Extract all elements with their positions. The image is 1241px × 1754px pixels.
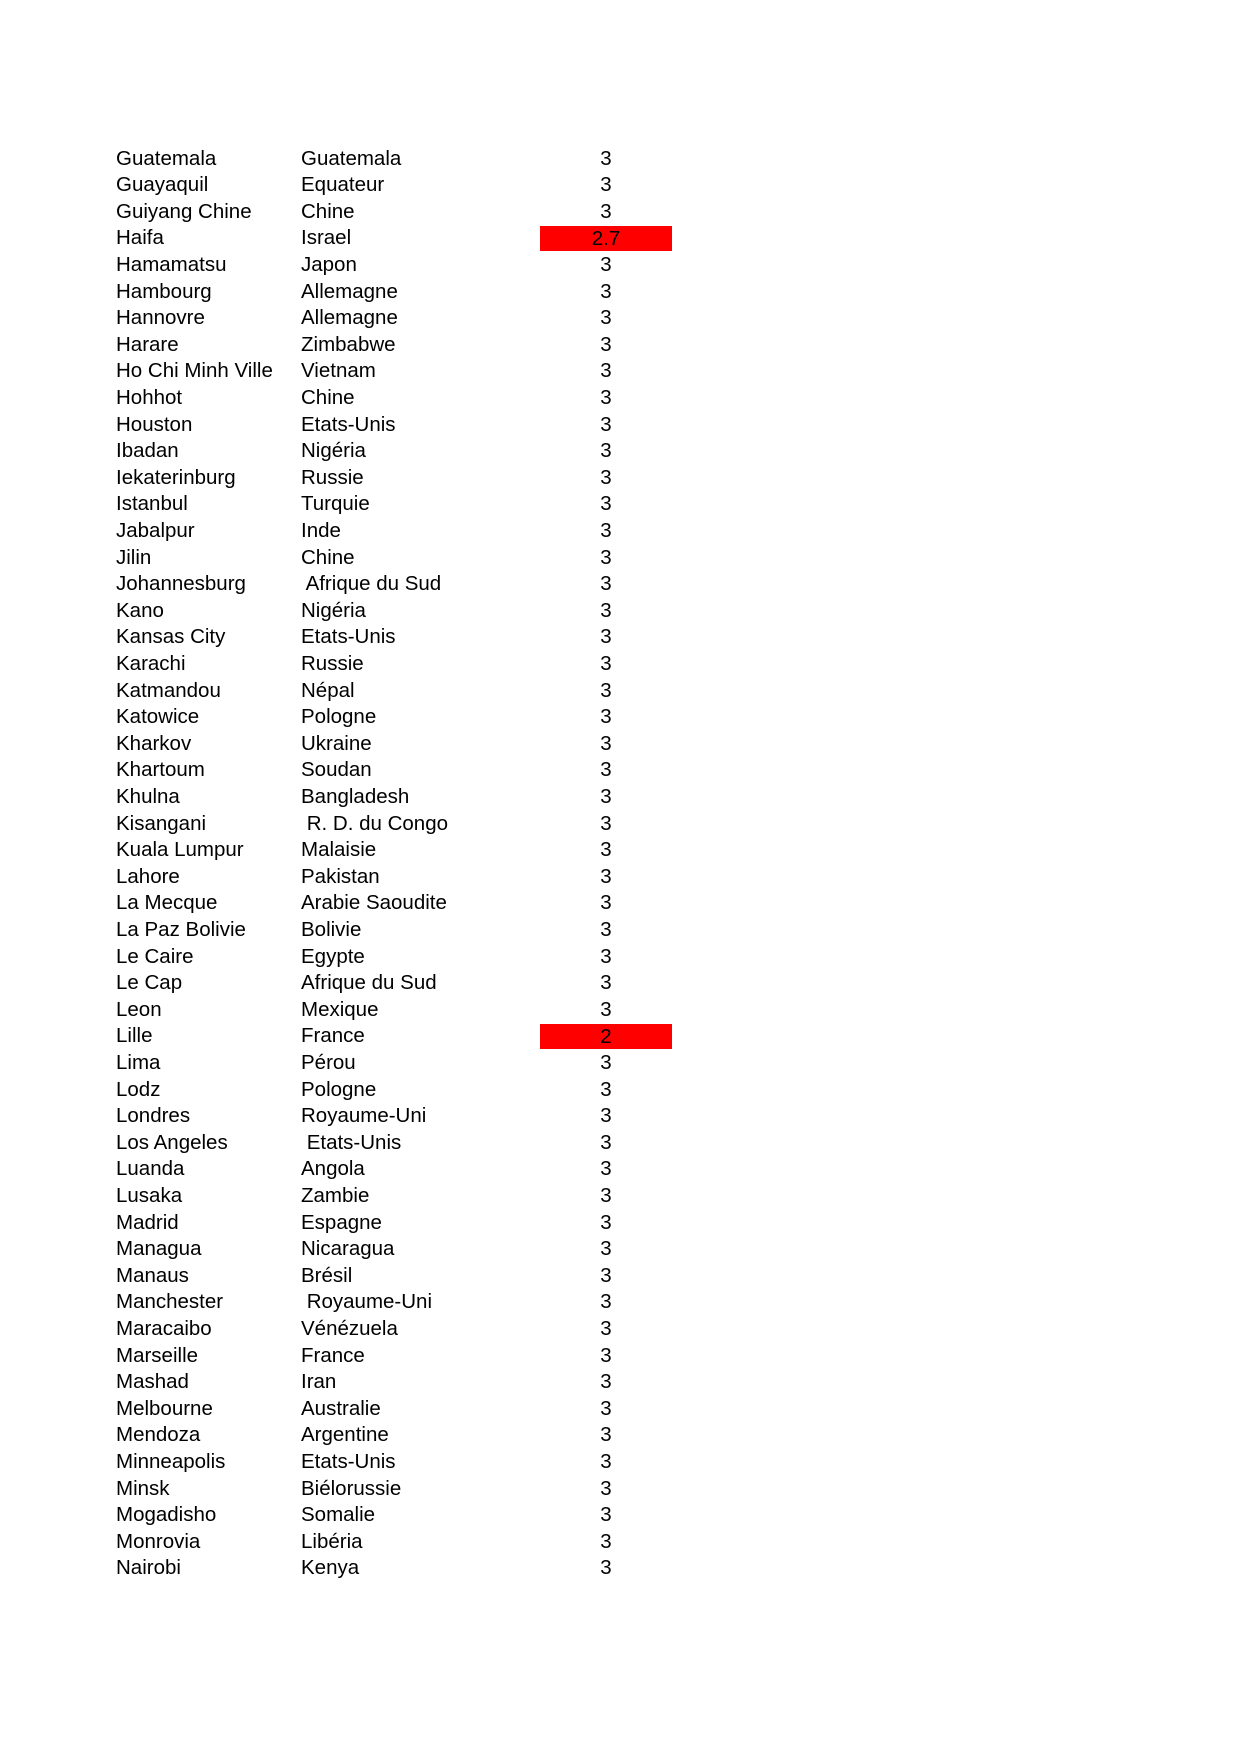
table-row — [0, 1502, 1241, 1529]
city-cell: La Paz Bolivie — [116, 917, 246, 941]
city-cell: Istanbul — [116, 492, 188, 516]
value-cell: 3 — [600, 465, 612, 489]
value-cell: 3 — [600, 625, 612, 649]
country-cell: Argentine — [301, 1423, 389, 1447]
value-cell: 3 — [600, 731, 612, 755]
table-row — [0, 997, 1241, 1024]
city-cell: Hohhot — [116, 385, 183, 409]
country-cell: Zimbabwe — [301, 332, 396, 356]
country-cell: Iran — [301, 1370, 337, 1394]
city-cell: Lusaka — [116, 1183, 183, 1207]
value-cell: 3 — [600, 1210, 612, 1234]
country-cell: Etats-Unis — [301, 1130, 402, 1154]
value-cell: 3 — [600, 492, 612, 516]
country-cell: Mexique — [301, 997, 379, 1021]
value-cell: 3 — [600, 545, 612, 569]
city-cell: Londres — [116, 1104, 191, 1128]
table-row — [0, 624, 1241, 651]
table-row — [0, 1555, 1241, 1582]
value-cell: 3 — [600, 838, 612, 862]
country-cell: Nicaragua — [301, 1237, 395, 1261]
table-row — [0, 1529, 1241, 1556]
city-cell: Maracaibo — [116, 1316, 212, 1340]
table-row — [0, 970, 1241, 997]
country-cell: Inde — [301, 518, 341, 542]
country-cell: Allemagne — [301, 306, 398, 330]
table-row — [0, 1476, 1241, 1503]
table-row — [0, 225, 1241, 252]
country-cell: Nigéria — [301, 598, 366, 622]
country-cell: Pérou — [301, 1050, 356, 1074]
city-cell: Lima — [116, 1050, 161, 1074]
country-cell: Guatemala — [301, 146, 402, 170]
city-cell: Ibadan — [116, 439, 179, 463]
country-cell: Arabie Saoudite — [301, 891, 447, 915]
highlighted-value-cell: 2.7 — [540, 226, 672, 251]
city-cell: Melbourne — [116, 1396, 213, 1420]
city-cell: Katmandou — [116, 678, 221, 702]
table-row — [0, 465, 1241, 492]
country-cell: Brésil — [301, 1263, 353, 1287]
value-cell: 3 — [600, 1130, 612, 1154]
value-cell: 3 — [600, 864, 612, 888]
value-cell: 3 — [600, 146, 612, 170]
city-cell: Luanda — [116, 1157, 185, 1181]
city-cell: Hannovre — [116, 306, 205, 330]
value-cell: 3 — [600, 1237, 612, 1261]
table-row — [0, 1263, 1241, 1290]
country-cell: Malaisie — [301, 838, 377, 862]
country-cell: Russie — [301, 465, 364, 489]
table-row — [0, 412, 1241, 439]
country-cell: Pakistan — [301, 864, 380, 888]
country-cell: Chine — [301, 385, 355, 409]
city-cell: Madrid — [116, 1210, 179, 1234]
table-row — [0, 1050, 1241, 1077]
country-cell: Israel — [301, 226, 352, 250]
city-cell: Monrovia — [116, 1529, 201, 1553]
country-cell: Turquie — [301, 492, 370, 516]
city-cell: Le Caire — [116, 944, 194, 968]
value-cell: 3 — [600, 1556, 612, 1580]
value-cell: 3 — [600, 1183, 612, 1207]
city-cell: Mashad — [116, 1370, 189, 1394]
value-cell: 3 — [600, 1449, 612, 1473]
country-cell: Royaume-Uni — [301, 1104, 427, 1128]
value-cell: 3 — [600, 1290, 612, 1314]
table-row — [0, 1449, 1241, 1476]
country-cell: Equateur — [301, 173, 385, 197]
table-row — [0, 784, 1241, 811]
country-cell: Chine — [301, 545, 355, 569]
country-cell: France — [301, 1343, 365, 1367]
value-cell: 3 — [600, 1370, 612, 1394]
value-cell: 3 — [600, 891, 612, 915]
value-cell: 3 — [600, 1503, 612, 1527]
country-cell: Angola — [301, 1157, 365, 1181]
value-cell: 3 — [600, 678, 612, 702]
city-cell: Ho Chi Minh Ville — [116, 359, 273, 383]
table-row — [0, 731, 1241, 758]
value-cell: 3 — [600, 1316, 612, 1340]
table-row — [0, 491, 1241, 518]
city-cell: Managua — [116, 1237, 202, 1261]
city-cell: Nairobi — [116, 1556, 181, 1580]
value-cell: 3 — [600, 971, 612, 995]
table-row — [0, 305, 1241, 332]
table-row — [0, 1130, 1241, 1157]
city-cell: Los Angeles — [116, 1130, 228, 1154]
table-row — [0, 1156, 1241, 1183]
country-cell: Etats-Unis — [301, 625, 396, 649]
city-cell: Kharkov — [116, 731, 192, 755]
value-cell: 3 — [600, 1476, 612, 1500]
value-cell: 3 — [600, 758, 612, 782]
table-row — [0, 518, 1241, 545]
value-cell: 3 — [600, 439, 612, 463]
value-cell: 3 — [600, 944, 612, 968]
value-cell: 3 — [600, 1263, 612, 1287]
country-cell: R. D. du Congo — [301, 811, 448, 835]
table-row — [0, 678, 1241, 705]
value-cell: 3 — [600, 705, 612, 729]
table-row — [0, 757, 1241, 784]
city-cell: Hamamatsu — [116, 252, 227, 276]
city-cell: Kisangani — [116, 811, 207, 835]
city-cell: Johannesburg — [116, 572, 246, 596]
highlighted-value-cell: 2 — [540, 1024, 672, 1049]
city-cell: Marseille — [116, 1343, 199, 1367]
city-cell: Haifa — [116, 226, 164, 250]
value-cell: 3 — [600, 811, 612, 835]
table-row — [0, 1343, 1241, 1370]
city-cell: Karachi — [116, 651, 186, 675]
city-cell: Kano — [116, 598, 164, 622]
table-row — [0, 651, 1241, 678]
city-cell: Jilin — [116, 545, 152, 569]
country-cell: Australie — [301, 1396, 381, 1420]
table-row — [0, 917, 1241, 944]
table-row — [0, 279, 1241, 306]
country-cell: Allemagne — [301, 279, 398, 303]
value-cell: 3 — [600, 1050, 612, 1074]
value-cell: 3 — [600, 359, 612, 383]
city-cell: Guiyang Chine — [116, 199, 252, 223]
value-cell: 3 — [600, 385, 612, 409]
table-row — [0, 146, 1241, 173]
city-cell: Lodz — [116, 1077, 161, 1101]
city-cell: Le Cap — [116, 971, 183, 995]
country-cell: Etats-Unis — [301, 412, 396, 436]
table-row — [0, 385, 1241, 412]
table-row — [0, 1316, 1241, 1343]
value-cell: 3 — [600, 784, 612, 808]
city-cell: Khulna — [116, 784, 180, 808]
country-cell: Pologne — [301, 705, 377, 729]
country-cell: Royaume-Uni — [301, 1290, 433, 1314]
city-cell: Minneapolis — [116, 1449, 226, 1473]
country-cell: Russie — [301, 651, 364, 675]
value-cell: 3 — [600, 1104, 612, 1128]
value-cell: 3 — [600, 412, 612, 436]
country-cell: Afrique du Sud — [301, 971, 437, 995]
value-cell: 3 — [600, 1423, 612, 1447]
country-cell: Etats-Unis — [301, 1449, 396, 1473]
country-cell: Biélorussie — [301, 1476, 402, 1500]
country-cell: Kenya — [301, 1556, 360, 1580]
table-row — [0, 598, 1241, 625]
table-row — [0, 172, 1241, 199]
country-cell: Pologne — [301, 1077, 377, 1101]
table-row — [0, 837, 1241, 864]
value-cell: 3 — [600, 1077, 612, 1101]
value-cell: 3 — [600, 1343, 612, 1367]
city-cell: Hambourg — [116, 279, 212, 303]
table-row — [0, 358, 1241, 385]
city-cell: Mogadisho — [116, 1503, 217, 1527]
city-cell: Jabalpur — [116, 518, 195, 542]
table-row — [0, 1023, 1241, 1050]
value-cell: 3 — [600, 572, 612, 596]
country-cell: Nigéria — [301, 439, 366, 463]
country-cell: Espagne — [301, 1210, 382, 1234]
value-cell: 3 — [600, 332, 612, 356]
value-cell: 3 — [600, 651, 612, 675]
table-row — [0, 944, 1241, 971]
city-cell: Manaus — [116, 1263, 189, 1287]
table-row — [0, 890, 1241, 917]
value-cell: 3 — [600, 518, 612, 542]
city-cell: Iekaterinburg — [116, 465, 236, 489]
table-row — [0, 332, 1241, 359]
value-cell: 3 — [600, 1529, 612, 1553]
value-cell: 3 — [600, 306, 612, 330]
value-cell: 3 — [600, 598, 612, 622]
city-cell: Katowice — [116, 705, 200, 729]
city-cell: Minsk — [116, 1476, 170, 1500]
country-cell: Afrique du Sud — [301, 572, 442, 596]
country-cell: Soudan — [301, 758, 372, 782]
table-row — [0, 571, 1241, 598]
country-cell: Népal — [301, 678, 355, 702]
country-cell: Bangladesh — [301, 784, 410, 808]
table-row — [0, 811, 1241, 838]
city-cell: Kansas City — [116, 625, 226, 649]
table-row — [0, 1210, 1241, 1237]
table-row — [0, 438, 1241, 465]
table-row — [0, 1289, 1241, 1316]
city-cell: Guatemala — [116, 146, 217, 170]
table-row — [0, 704, 1241, 731]
city-cell: Guayaquil — [116, 173, 209, 197]
value-cell: 3 — [600, 252, 612, 276]
value-cell: 3 — [600, 1157, 612, 1181]
value-cell: 3 — [600, 917, 612, 941]
table-row — [0, 1396, 1241, 1423]
country-cell: Vietnam — [301, 359, 376, 383]
table-row — [0, 864, 1241, 891]
country-cell: Bolivie — [301, 917, 362, 941]
country-cell: Zambie — [301, 1183, 370, 1207]
table-row — [0, 545, 1241, 572]
country-cell: France — [301, 1024, 365, 1048]
value-cell: 3 — [600, 279, 612, 303]
country-cell: Vénézuela — [301, 1316, 398, 1340]
table-row — [0, 1422, 1241, 1449]
city-cell: Manchester — [116, 1290, 224, 1314]
city-cell: La Mecque — [116, 891, 218, 915]
table-row — [0, 1077, 1241, 1104]
country-cell: Japon — [301, 252, 357, 276]
table-row — [0, 252, 1241, 279]
city-cell: Mendoza — [116, 1423, 201, 1447]
country-cell: Egypte — [301, 944, 365, 968]
city-cell: Kuala Lumpur — [116, 838, 244, 862]
city-cell: Lahore — [116, 864, 180, 888]
table-row — [0, 1236, 1241, 1263]
country-cell: Ukraine — [301, 731, 372, 755]
table-row — [0, 1369, 1241, 1396]
table-row — [0, 1183, 1241, 1210]
value-cell: 3 — [600, 173, 612, 197]
city-cell: Khartoum — [116, 758, 205, 782]
city-cell: Houston — [116, 412, 193, 436]
country-cell: Somalie — [301, 1503, 376, 1527]
value-cell: 3 — [600, 199, 612, 223]
value-cell: 3 — [600, 1396, 612, 1420]
country-cell: Libéria — [301, 1529, 363, 1553]
city-cell: Leon — [116, 997, 162, 1021]
city-cell: Harare — [116, 332, 179, 356]
table-row — [0, 199, 1241, 226]
value-cell: 3 — [600, 997, 612, 1021]
city-cell: Lille — [116, 1024, 153, 1048]
table-row — [0, 1103, 1241, 1130]
country-cell: Chine — [301, 199, 355, 223]
